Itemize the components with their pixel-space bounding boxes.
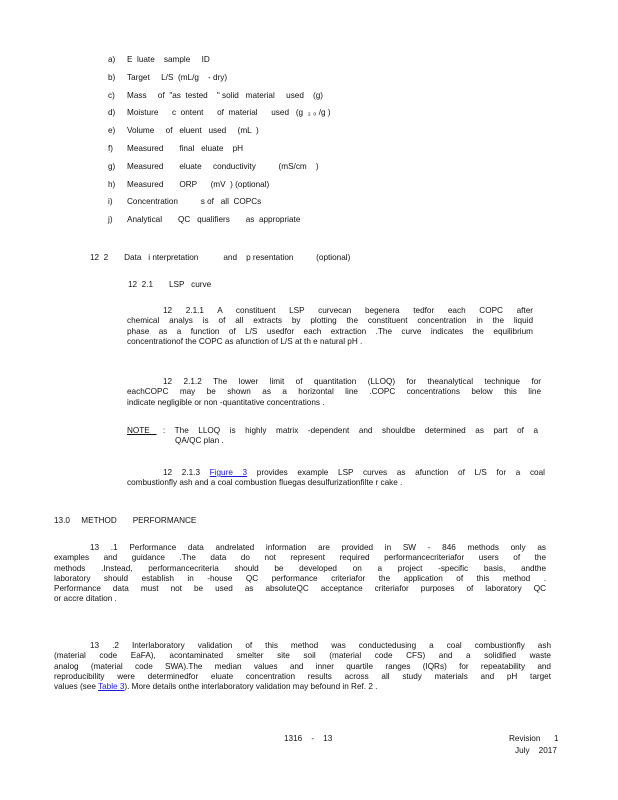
paragraph-line: 12 2.1.2 The lower limit of quantitation (LLOQ) for theanalytical technique for — [163, 377, 541, 386]
note-line: QA/QC plan . — [175, 436, 224, 446]
list-item-text: Mass of "as tested " solid material used (g) — [127, 90, 324, 100]
list-item-text: Measured ORP (mV ) (optional) — [127, 179, 270, 189]
paragraph-line: combustionfly ash and a coal combustion fluegas desulfurizationfilte r cake . — [127, 478, 403, 488]
paragraph-line: phase as a function of L/S usedfor each extraction .The curve indicates the equilibrium — [127, 326, 533, 336]
figure-3-link[interactable]: Figure 3 — [209, 468, 248, 477]
paragraph-line: reproducibility were determinedfor eluate concentration results across all study materials and pH target — [54, 671, 551, 681]
paragraph-line: eachCOPC may be shown as a horizontal line .COPC concentrations below this line — [127, 387, 541, 397]
note-label — [127, 426, 157, 436]
section-12-2-1-heading: 12 2.1 LSP curve — [128, 280, 212, 289]
paragraph-12-2-1-1 — [127, 306, 533, 347]
paragraph-line: methods .Instead, performancecriteria should be developed on a project -specific basis, andthe — [54, 563, 546, 573]
note-line: : The LLOQ is highly matrix -dependent and shouldbe determined as part of a — [163, 426, 538, 435]
paragraph-line: (material code EaFA), acontaminated smelter site soil (material code CFS) and a solidified waste — [54, 651, 551, 661]
list-item-letter: b) — [108, 72, 116, 82]
list-item-letter: c) — [108, 90, 115, 100]
list-item-text: Volume of eluent used (mL ) — [127, 126, 259, 136]
section-12-2-heading: 12 2 Data i nterpretation and p resentation (optional) — [90, 253, 351, 262]
list-item-text: Target L/S (mL/g - dry) — [127, 72, 228, 82]
revision-date: July 2017 — [515, 746, 557, 755]
list-item-letter: i) — [108, 197, 113, 207]
paragraph-line: examples and guidance .The data do not represent required performancecriteriafor users of the — [54, 553, 546, 563]
list-item-letter: g) — [108, 161, 116, 171]
page-number: 1316 - 13 — [284, 734, 333, 743]
paragraph-line: indicate negligible or non -quantitative concentrations . — [127, 397, 325, 407]
paragraph-12-2-1-3 — [127, 468, 545, 489]
list-item-letter: h) — [108, 179, 116, 189]
list-item-letter: j) — [108, 215, 113, 225]
list-item-text: E luate sample ID — [127, 55, 210, 64]
paragraph-13-1 — [54, 543, 546, 605]
paragraph-line: concentrationof the COPC as afunction of L/S at th e natural pH . — [127, 336, 363, 346]
list-item-text: Moisture c ontent of material used (g ₂ ₀ /g ) — [127, 108, 331, 118]
list-item-text: Analytical QC qualifiers as appropriate — [127, 215, 301, 225]
paragraph-line: laboratory should establish in -house QC performance criteriafor the application of this method . — [54, 573, 546, 583]
paragraph-text: provides example LSP curves as afunction of L/S for a coal — [247, 468, 545, 477]
paragraph-12-2-1-2 — [127, 377, 541, 408]
paragraph-number: 12 2.1.3 — [163, 468, 210, 477]
paragraph-line: 12 2.1.1 A constituent LSP curvecan begenera tedfor each COPC after — [163, 306, 533, 315]
revision-label: Revision 1 — [509, 734, 559, 743]
paragraph-text: ). More details onthe interlaboratory validation may befound in Ref. 2 . — [124, 682, 378, 692]
paragraph-line — [127, 468, 545, 478]
paragraph-line: Performance data must not be used as absoluteQC acceptance criteriafor purposes of laboratory QC — [54, 584, 546, 594]
list-item-text: Concentration s of all COPCs — [127, 197, 262, 207]
paragraph-line: analog (material code SWA).The median values and inner quartile ranges (IQRs) for repeatability and — [54, 661, 551, 671]
table-3-link[interactable]: Table 3 — [98, 682, 125, 692]
list-item-text: Measured eluate conductivity (mS/cm ) — [127, 161, 319, 171]
note-text — [163, 426, 538, 447]
list-item-letter: d) — [108, 108, 116, 118]
paragraph-line: or accre ditation . — [54, 594, 117, 604]
section-13-heading: 13.0 METHOD PERFORMANCE — [54, 516, 197, 525]
list-item-letter: f) — [108, 143, 114, 153]
paragraph-13-2 — [54, 641, 551, 692]
paragraph-line: chemical analys is of all extracts by plotting the constituent concentration in the liquid — [127, 316, 533, 326]
list-item-letter: a) — [108, 55, 116, 64]
paragraph-text: values (see — [54, 682, 98, 692]
note-label-text: NOTE — [127, 426, 157, 435]
list-item-letter: e) — [108, 126, 116, 136]
list-item-text: Measured final eluate pH — [127, 143, 244, 153]
paragraph-line: 13 .1 Performance data andrelated information are provided in SW - 846 methods only as — [90, 543, 546, 552]
paragraph-line — [54, 682, 551, 692]
paragraph-line: 13 .2 Interlaboratory validation of this method was conductedusing a coal combustionfly ash — [90, 641, 551, 650]
